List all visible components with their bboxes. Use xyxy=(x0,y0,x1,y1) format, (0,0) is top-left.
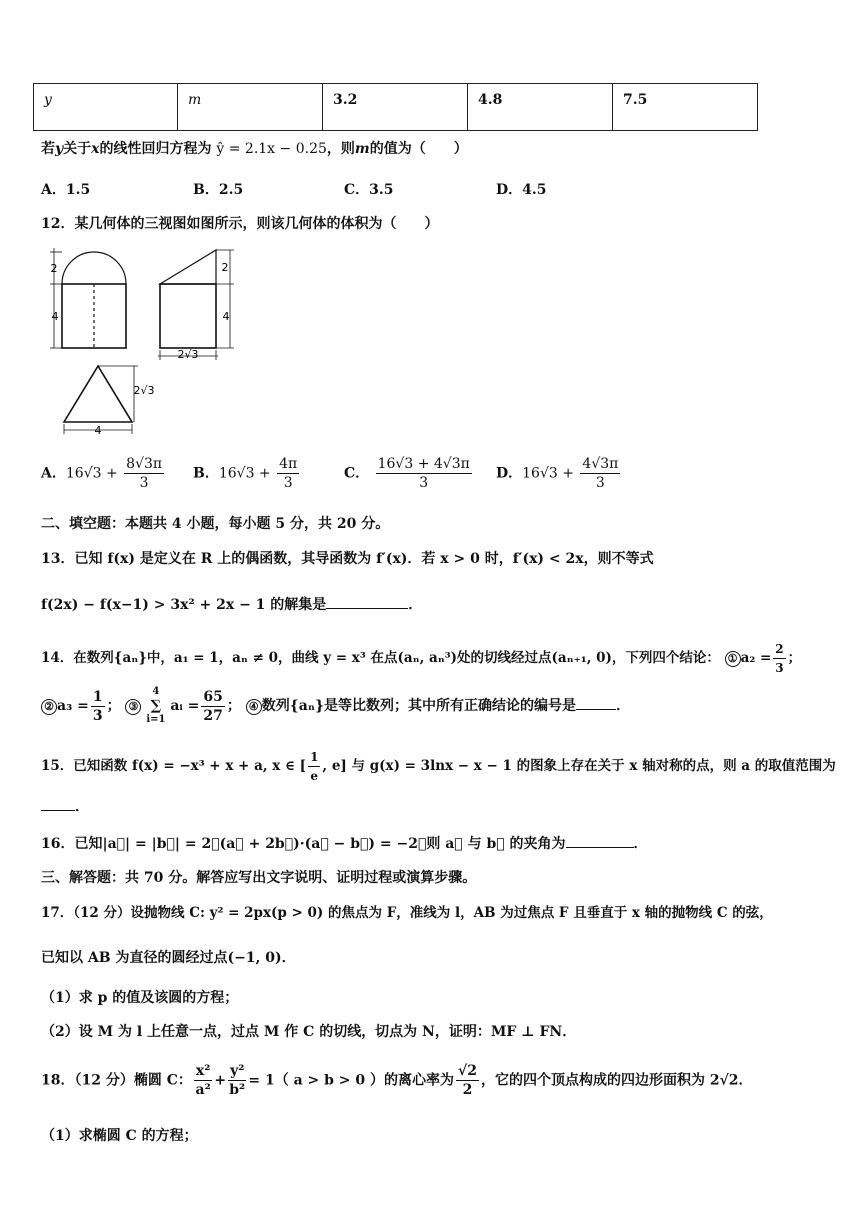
q17-line1: 17．（12 分）设抛物线 C: y² = 2px(p > 0) 的焦点为 F，准线为 l，AB 为过焦点 F 且垂直于 x 轴的抛物线 C 的弦， xyxy=(41,905,773,921)
side-side-label: 4 xyxy=(222,310,230,323)
table-cell: 3.2 xyxy=(323,84,468,131)
q12-stem: 12．某几何体的三视图如图所示，则该几何体的体积为（ ） xyxy=(41,216,439,232)
section-3-heading: 三、解答题：共 70 分。解答应写出文字说明、证明过程或演算步骤。 xyxy=(41,870,477,886)
q14-answer-blank[interactable] xyxy=(576,709,616,710)
q13-line2: f(2x) − f(x−1) > 3x² + 2x − 1 的解集是 ． xyxy=(41,597,423,613)
top-height-label: 2√3 xyxy=(133,384,155,397)
q12-option-b: B．16√3 + $\frac{4\pi}{3}$ xyxy=(193,456,298,491)
table-row xyxy=(34,84,758,131)
table-row-label: y xyxy=(34,84,178,131)
q11-option-d: D．4.5 xyxy=(496,182,547,198)
q11-option-a: A．1.5 xyxy=(41,182,91,198)
q12-option-c: C． $\frac{16√3 + 4√3\pi}{3}$ xyxy=(344,456,470,491)
q12-option-a: A．16√3 + $\frac{8√3\pi}{3}$ xyxy=(41,456,163,491)
front-side-label: 4 xyxy=(51,310,59,323)
q18-stem: 18．（12 分）椭圆 C： $\frac{\text{x²}}{\text{a²}}$ + $\frac{\text{y²}}{\text{b²}}$ = 1（ a > b > 0 ）的离心率为 $\frac{√2}{2}$ ，它的四个顶点构成的四边形面积为 2√2． xyxy=(41,1063,753,1098)
q17-line2: 已知以 AB 为直径的圆经过点(−1, 0)． xyxy=(41,950,296,966)
side-top-label: 2 xyxy=(221,261,229,274)
q13-line1: 13．已知 f(x) 是定义在 R 上的偶函数，其导函数为 f′(x)．若 x > 0 时，f′(x) < 2x，则不等式 xyxy=(41,551,654,567)
q16-answer-blank[interactable] xyxy=(566,847,634,848)
data-table xyxy=(33,83,758,131)
q12-option-d: D．16√3 + $\frac{4√3\pi}{3}$ xyxy=(496,456,619,491)
q15-line1: 15．已知函数 f(x) = −x³ + x + a, x ∈ [ $\frac{1}{e}$ , e] 与 g(x) = 3lnx − x − 1 的图象上存在关于 x 轴对称的点，则 a 的取值范围为 xyxy=(41,750,836,783)
table-cell: 7.5 xyxy=(613,84,758,131)
q14-line1: 14．在数列{aₙ}中，a₁ = 1，aₙ ≠ 0，曲线 y = x³ 在点(aₙ, aₙ³)处的切线经过点(aₙ₊₁, 0)，下列四个结论： ① a₂ = $\frac{2}{3}$ ； xyxy=(41,642,802,675)
q14-line2: ② a₃ = $\frac{1}{3}$ ； ③ 4 ∑ i=1 aᵢ = $\frac{65}{27}$ ； ④ 数列{aₙ}是等比数列；其中所有正确结论的编号是 ． xyxy=(41,686,630,726)
q15-line2: ． xyxy=(41,796,89,816)
front-top-label: 2 xyxy=(50,262,58,275)
q16: 16．已知|a⃗| = |b⃗| = 2，(a⃗ + 2b⃗)·(a⃗ − b⃗) = −2，则 a⃗ 与 b⃗ 的夹角为 ． xyxy=(41,836,648,852)
section-2-heading: 二、填空题：本题共 4 小题，每小题 5 分，共 20 分。 xyxy=(41,516,390,532)
q11-stem: 若y关于x的线性回归方程为 ŷ = 2.1x − 0.25，则m的值为（ ） xyxy=(41,141,468,157)
q11-option-c: C．3.5 xyxy=(344,182,394,198)
q18-part1: （1）求椭圆 C 的方程； xyxy=(41,1128,198,1144)
three-view-figure xyxy=(40,242,250,437)
q15-answer-blank[interactable] xyxy=(41,810,75,811)
top-bottom-label: 4 xyxy=(94,424,102,437)
side-bottom-label: 2√3 xyxy=(177,348,199,361)
q13-answer-blank[interactable] xyxy=(326,608,408,609)
table-cell: m xyxy=(178,84,323,131)
q17-part2: （2）设 M 为 l 上任意一点，过点 M 作 C 的切线，切点为 N，证明：MF ⊥ FN． xyxy=(41,1024,577,1040)
front-view xyxy=(50,248,126,348)
q11-option-b: B．2.5 xyxy=(193,182,244,198)
table-cell: 4.8 xyxy=(468,84,613,131)
q17-part1: （1）求 p 的值及该圆的方程； xyxy=(41,990,239,1006)
